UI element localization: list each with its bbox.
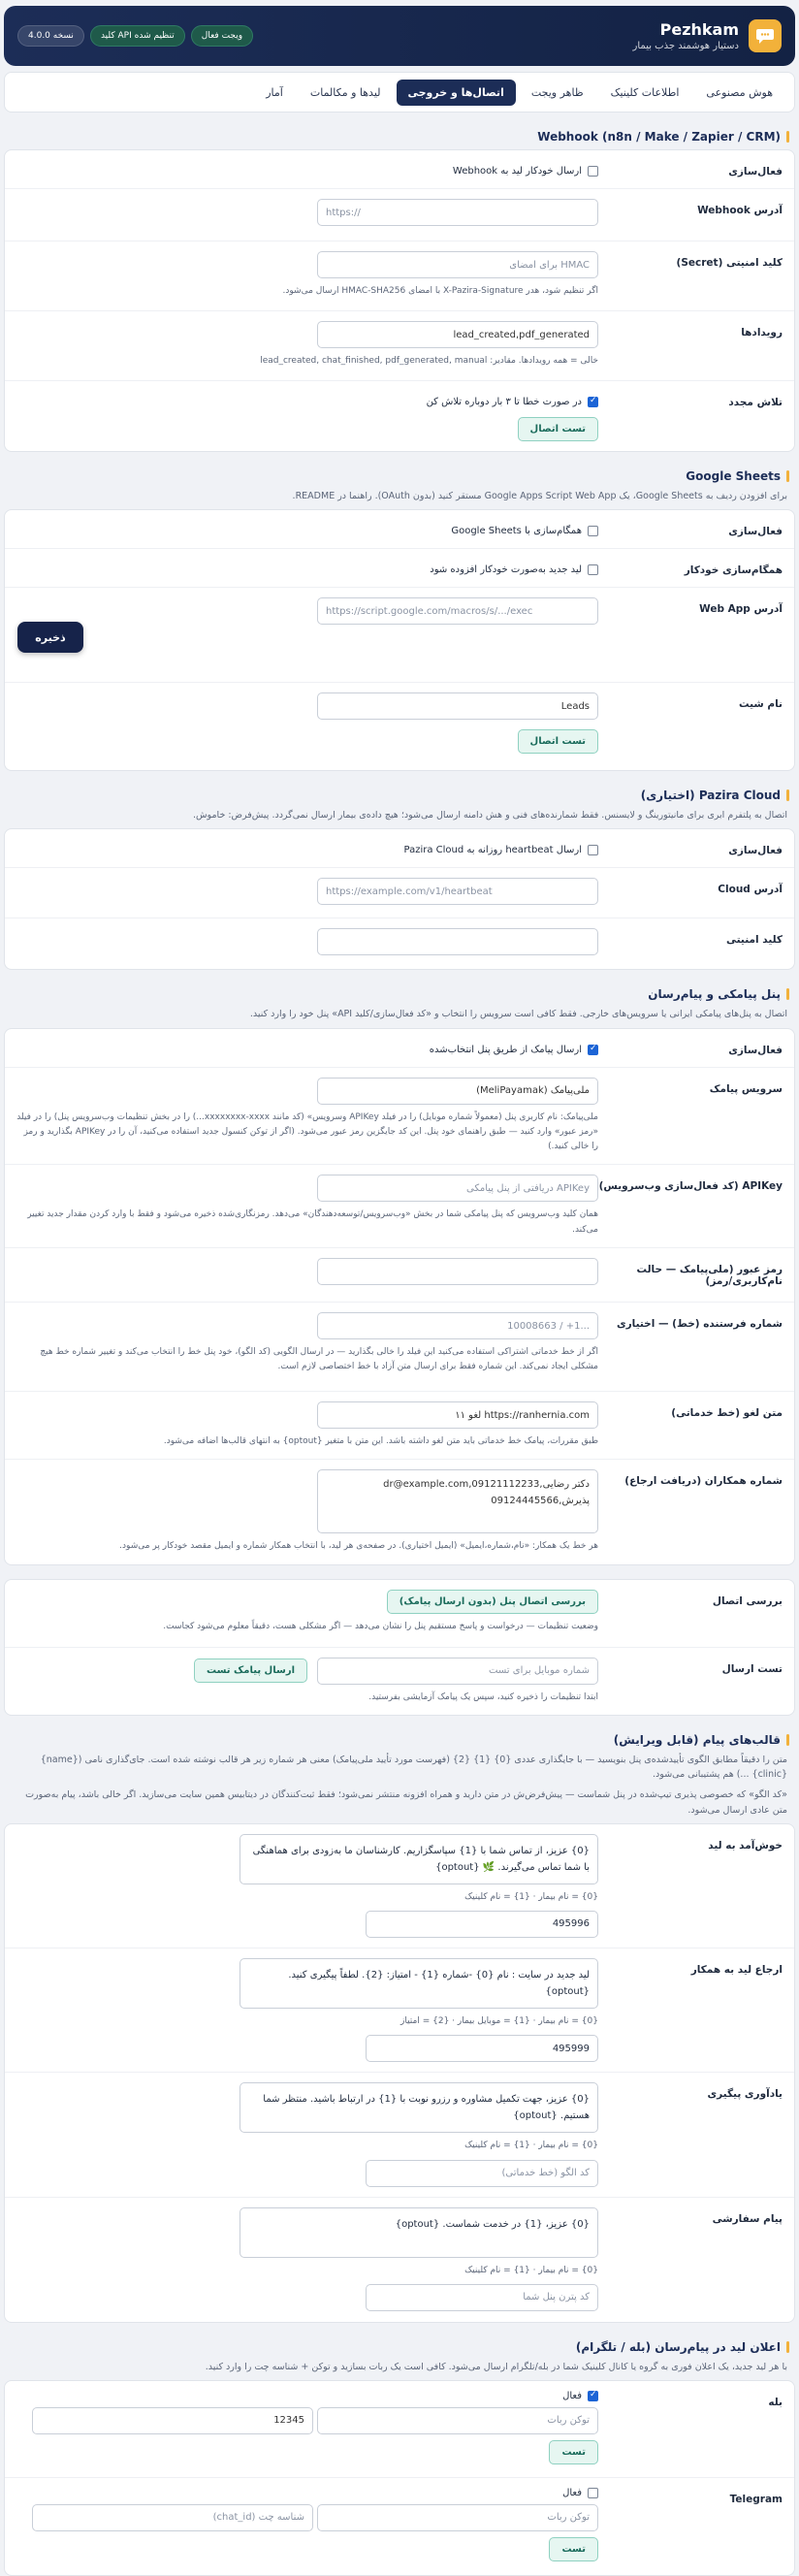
- chat-bubble-icon: [749, 19, 782, 52]
- version-badge: نسخه 4.0.0: [17, 25, 84, 47]
- tab-stats[interactable]: آمار: [266, 85, 283, 99]
- template-welcome-textarea[interactable]: {0} عزیز، از تماس شما با {1} سپاسگزاریم. کارشناسان ما به‌زودی برای هماهنگی با شما تماس می‌گیرند. 🌿 {optout}: [240, 1834, 598, 1884]
- field-label: بررسی اتصال: [712, 1594, 783, 1607]
- telegram-token-input[interactable]: توکن ربات: [317, 2504, 598, 2531]
- sms-test-send-button[interactable]: ارسال پیامک تست: [194, 1658, 307, 1683]
- save-button[interactable]: ذخیره: [17, 622, 83, 653]
- help-text: ابتدا تنظیمات را ذخیره کنید، سپس یک پیامک آزمایشی بفرستید.: [368, 1691, 598, 1702]
- sms-password-input[interactable]: [317, 1258, 598, 1285]
- templates-section-title: قالب‌های پیام (قابل ویرایش): [10, 1733, 789, 1747]
- sms-enable-checkbox[interactable]: ✓ ارسال پیامک از طریق پنل انتخاب‌شده: [191, 1039, 598, 1055]
- status-pills: [17, 25, 253, 47]
- colleague-line: دکتر رضایی,09121112233,dr@example.com: [383, 1479, 590, 1491]
- help-text: طبق مقررات، پیامک خط خدماتی باید متن لغو داشته باشد. این متن با متغیر {optout} به انتهای قالب‌ها اضافه می‌شود.: [163, 1436, 598, 1447]
- help-text: خالی = همه رویدادها. مقادیر: lead_created, chat_finished, pdf_generated, manual: [260, 356, 598, 366]
- sms-sender-input[interactable]: 10008663 / +1...: [317, 1312, 598, 1339]
- help-text: اگر از خط خدماتی اشتراکی استفاده می‌کنید این فیلد را خالی بگذارید — در ارسال الگویی (کد الگو)، خود پنل خط را انتخاب می‌کند و تغییر شماره خط هیچ مشکلی ایجاد نمی‌کند. این شماره فقط برای ارسال متن آزاد با خط اختصاصی لازم است.: [40, 1347, 598, 1372]
- brand-subtitle: دستیار هوشمند جذب بیمار: [632, 41, 739, 51]
- bale-token-input[interactable]: توکن ربات: [317, 2407, 598, 2434]
- template-vars: {0} = نام بیمار · {1} = نام کلینیک: [464, 2265, 598, 2275]
- bale-chat-id-input[interactable]: 12345: [32, 2407, 313, 2434]
- template-referral-textarea[interactable]: لید جدید در سایت : نام {0} -شماره {1} - امتیاز: {2}. لطفاً پیگیری کنید. {optout}: [240, 1958, 598, 2009]
- templates-description-2: «کد الگو» که خصوصی پذیری تیپ‌شده در پنل شماست — پیش‌فرض‌ش در متن دارید و همراه افزونه منتشر نمی‌شود؛ فقط ثبت‌کنندگان در دیتابیس همین سایت می‌سازید. اگر خالی باشد، پیام به‌صورت متن عادی ارسال می‌شود.: [25, 1789, 787, 1816]
- pazira-enable-checkbox[interactable]: ارسال heartbeat روزانه به Pazira Cloud: [191, 839, 598, 855]
- field-label: تلاش مجدد: [728, 397, 783, 408]
- field-label: کلید امنیتی: [726, 934, 783, 947]
- messenger-label-bale: بله: [768, 2396, 783, 2408]
- tab-clinic-info[interactable]: اطلاعات کلینیک: [610, 85, 680, 99]
- main-tabs: [4, 72, 795, 113]
- field-label: آدرس Cloud: [718, 884, 783, 896]
- bale-enable-checkbox[interactable]: ✓ فعال: [16, 2391, 598, 2401]
- field-label: فعال‌سازی: [728, 1044, 783, 1056]
- template-reminder-code-input[interactable]: کد الگو (خط خدماتی): [366, 2160, 598, 2187]
- field-label: سرویس پیامک: [709, 1082, 783, 1095]
- template-welcome-code-input[interactable]: 495996: [366, 1911, 598, 1938]
- sms-check-button[interactable]: بررسی اتصال پنل (بدون ارسال پیامک): [387, 1590, 598, 1614]
- pazira-key-input[interactable]: [317, 928, 598, 955]
- help-text: وضعیت تنظیمات — درخواست و پاسخ مستقیم پنل را نشان می‌دهد — اگر مشکلی هست، دقیقاً معلوم می‌شود کجاست.: [163, 1621, 598, 1631]
- field-label: فعال‌سازی: [728, 526, 783, 538]
- field-label: نام شیت: [739, 698, 783, 711]
- pazira-description: اتصال به پلتفرم ابری برای مانیتورینگ و لایسنس. فقط شمارنده‌های فنی و هش دامنه ارسال می‌شود؛ هیچ داده‌ی بیمار ارسال نمی‌گردد. پیش‌فرض: خاموش.: [192, 810, 787, 821]
- field-label: فعال‌سازی: [728, 845, 783, 857]
- telegram-test-button[interactable]: تست: [549, 2537, 598, 2561]
- help-text: همان کلید وب‌سرویس که پنل پیامکی شما در بخش «وب‌سرویس/توسعه‌دهندگان» می‌دهد. رمزنگاری‌شده ذخیره می‌شود و فقط با وارد کردن مقدار جدید تغییر می‌کند.: [27, 1209, 598, 1235]
- template-vars: {0} = نام بیمار · {1} = موبایل بیمار · {2} = امتیاز: [400, 2015, 598, 2026]
- sheets-enable-checkbox[interactable]: همگام‌سازی با Google Sheets: [191, 520, 598, 536]
- sms-test-phone-input[interactable]: شماره موبایل برای تست: [317, 1658, 598, 1685]
- messengers-section-title: اعلان لید در پیام‌رسان (بله / تلگرام): [10, 2340, 789, 2354]
- sms-description: اتصال به پنل‌های پیامکی ایرانی یا سرویس‌های خارجی. فقط کافی است سرویس را انتخاب و «کد فعال‌سازی/کلید API» پنل خود را وارد کنید.: [249, 1009, 787, 1020]
- webhook-card: [4, 149, 795, 452]
- messengers-description: با هر لید جدید، یک اعلان فوری به گروه یا کانال کلینیک شما در بله/تلگرام ارسال می‌شود. کافی است یک ربات بسازید و توکن + شناسه چت را وارد کنید.: [205, 2361, 787, 2372]
- field-label: APIKey (کد فعال‌سازی وب‌سرویس): [598, 1180, 783, 1193]
- template-label: ارجاع لید به همکار: [690, 1963, 783, 1976]
- messengers-card: [4, 2380, 795, 2576]
- field-label: کلید امنیتی (Secret): [676, 257, 783, 269]
- field-label: تست ارسال: [721, 1662, 783, 1675]
- field-label: شماره فرستنده (خط) — اختیاری: [617, 1318, 783, 1331]
- sms-optout-input[interactable]: لغو ۱۱ https://ranhernia.com: [317, 1401, 598, 1429]
- webhook-section-title: Webhook (n8n / Make / Zapier / CRM): [10, 130, 789, 144]
- tab-connections[interactable]: اتصال‌ها و خروجی: [397, 80, 516, 106]
- field-label: آدرس Web App: [699, 603, 783, 616]
- sheets-section-title: Google Sheets: [10, 469, 789, 483]
- field-label: رمز عبور (ملی‌پیامک — حالت نام‌کاربری/رمز): [636, 1264, 783, 1288]
- tab-leads[interactable]: لیدها و مکالمات: [309, 85, 381, 99]
- template-reminder-textarea[interactable]: {0} عزیز، جهت تکمیل مشاوره و رزرو نوبت با {1} در ارتباط باشید. منتظر شما هستیم. {optout}: [240, 2082, 598, 2133]
- template-vars: {0} = نام بیمار · {1} = نام کلینیک: [464, 1891, 598, 1902]
- template-referral-code-input[interactable]: 495999: [366, 2035, 598, 2062]
- webhook-enable-checkbox[interactable]: ارسال خودکار لید به Webhook: [191, 160, 598, 177]
- field-label: آدرس Webhook: [697, 205, 783, 216]
- webhook-test-button[interactable]: تست اتصال: [518, 417, 598, 441]
- bale-test-button[interactable]: تست: [549, 2440, 598, 2464]
- sms-section-title: پنل پیامکی و پیام‌رسان: [10, 987, 789, 1001]
- sms-apikey-input[interactable]: APIKey دریافتی از پنل پیامکی: [317, 1175, 598, 1202]
- sheets-url-input[interactable]: https://script.google.com/macros/s/.../exec: [317, 597, 598, 625]
- sms-card: [4, 1028, 795, 1565]
- sms-service-select[interactable]: ملی‌پیامک (MeliPayamak): [317, 1078, 598, 1105]
- tab-widget-appearance[interactable]: ظاهر ویجت: [530, 85, 584, 99]
- sms-colleagues-textarea[interactable]: [317, 1469, 598, 1533]
- webhook-secret-input[interactable]: برای امضای HMAC: [317, 251, 598, 278]
- template-custom-code-input[interactable]: کد پترن پنل شما: [366, 2284, 598, 2311]
- template-label: یادآوری پیگیری: [707, 2088, 783, 2101]
- telegram-chat-id-input[interactable]: شناسه چت (chat_id): [32, 2504, 313, 2531]
- app-header: [4, 6, 795, 66]
- sheets-name-input[interactable]: Leads: [317, 692, 598, 720]
- widget-active-badge: ویجت فعال: [191, 25, 253, 47]
- telegram-enable-checkbox[interactable]: فعال: [16, 2488, 598, 2498]
- messenger-label-telegram: Telegram: [729, 2493, 783, 2505]
- help-text: اگر تنظیم شود، هدر X-Pazira-Signature با امضای HMAC-SHA256 ارسال می‌شود.: [282, 286, 598, 296]
- tab-ai[interactable]: هوش مصنوعی: [706, 85, 773, 99]
- template-custom-textarea[interactable]: {0} عزیز، {1} در خدمت شماست. {optout}: [240, 2207, 598, 2258]
- colleague-line: پذیرش,09124445566: [491, 1496, 590, 1507]
- template-vars: {0} = نام بیمار · {1} = نام کلینیک: [464, 2141, 598, 2151]
- field-label: فعال‌سازی: [728, 166, 783, 177]
- sheets-test-button[interactable]: تست اتصال: [518, 729, 598, 754]
- sms-check-card: [4, 1579, 795, 1716]
- templates-card: [4, 1823, 795, 2323]
- pazira-card: [4, 828, 795, 970]
- webhook-events-input[interactable]: lead_created,pdf_generated: [317, 321, 598, 348]
- pazira-url-input[interactable]: https://example.com/v1/heartbeat: [317, 878, 598, 905]
- webhook-url-input[interactable]: https://: [317, 199, 598, 226]
- webhook-retry-checkbox[interactable]: ✓ در صورت خطا تا ۳ بار دوباره تلاش کن: [191, 391, 598, 407]
- field-label: رویدادها: [741, 327, 783, 338]
- brand: [633, 19, 782, 52]
- template-label: خوش‌آمد به لید: [708, 1839, 783, 1852]
- api-key-badge: کلید API تنظیم شده: [90, 25, 185, 47]
- sheets-card: [4, 509, 795, 771]
- templates-description: متن را دقیقاً مطابق الگوی تأییدشده‌ی پنل بنویسید — با جایگذاری عددی {0} {1} {2} (فهرست مورد تأیید ملی‌پیامک) معنی هر شماره زیر هر قالب نوشته شده است. جای‌گذاری نامی ({name} {clinic} ...) هم پشتیبانی می‌شود.: [40, 1754, 787, 1781]
- sheets-auto-checkbox[interactable]: لید جدید به‌صورت خودکار افزوده شود: [191, 559, 598, 575]
- help-text: ملی‌پیامک: نام کاربری پنل (معمولاً شماره موبایل) را در فیلد APIKey و‌سرویس» (کد مانند xxxxxxxx-xxxx...) را در بخش تنظیمات وب‌سرویس پنل) را در فیلد «رمز عبور» وارد کنید — طبق راهنمای خود پنل. این کد جایگزین رمز عبور می‌شود. (اگر از توکن کنسول جدید استفاده می‌کنید، آن را در APIKey بگذارید و رمز را خالی کنید.): [16, 1111, 598, 1152]
- field-label: متن لغو (خط خدماتی): [671, 1407, 783, 1420]
- field-label: همگام‌سازی خودکار: [684, 564, 783, 577]
- sheets-description: برای افزودن ردیف به Google Sheets، یک Google Apps Script Web App مستقر کنید (بدون OAuth). راهنما در README.: [292, 491, 787, 501]
- pazira-section-title: Pazira Cloud (اختیاری): [10, 789, 789, 802]
- brand-name: Pezhkam: [659, 20, 739, 39]
- template-label: پیام سفارشی: [712, 2212, 783, 2225]
- field-label: شماره همکاران (دریافت ارجاع): [624, 1475, 783, 1488]
- help-text: هر خط یک همکار: «نام،شماره،ایمیل» (ایمیل اختیاری). در صفحه‌ی هر لید، با انتخاب همکار شماره و ایمیل مقصد خودکار پر می‌شود.: [119, 1541, 598, 1552]
